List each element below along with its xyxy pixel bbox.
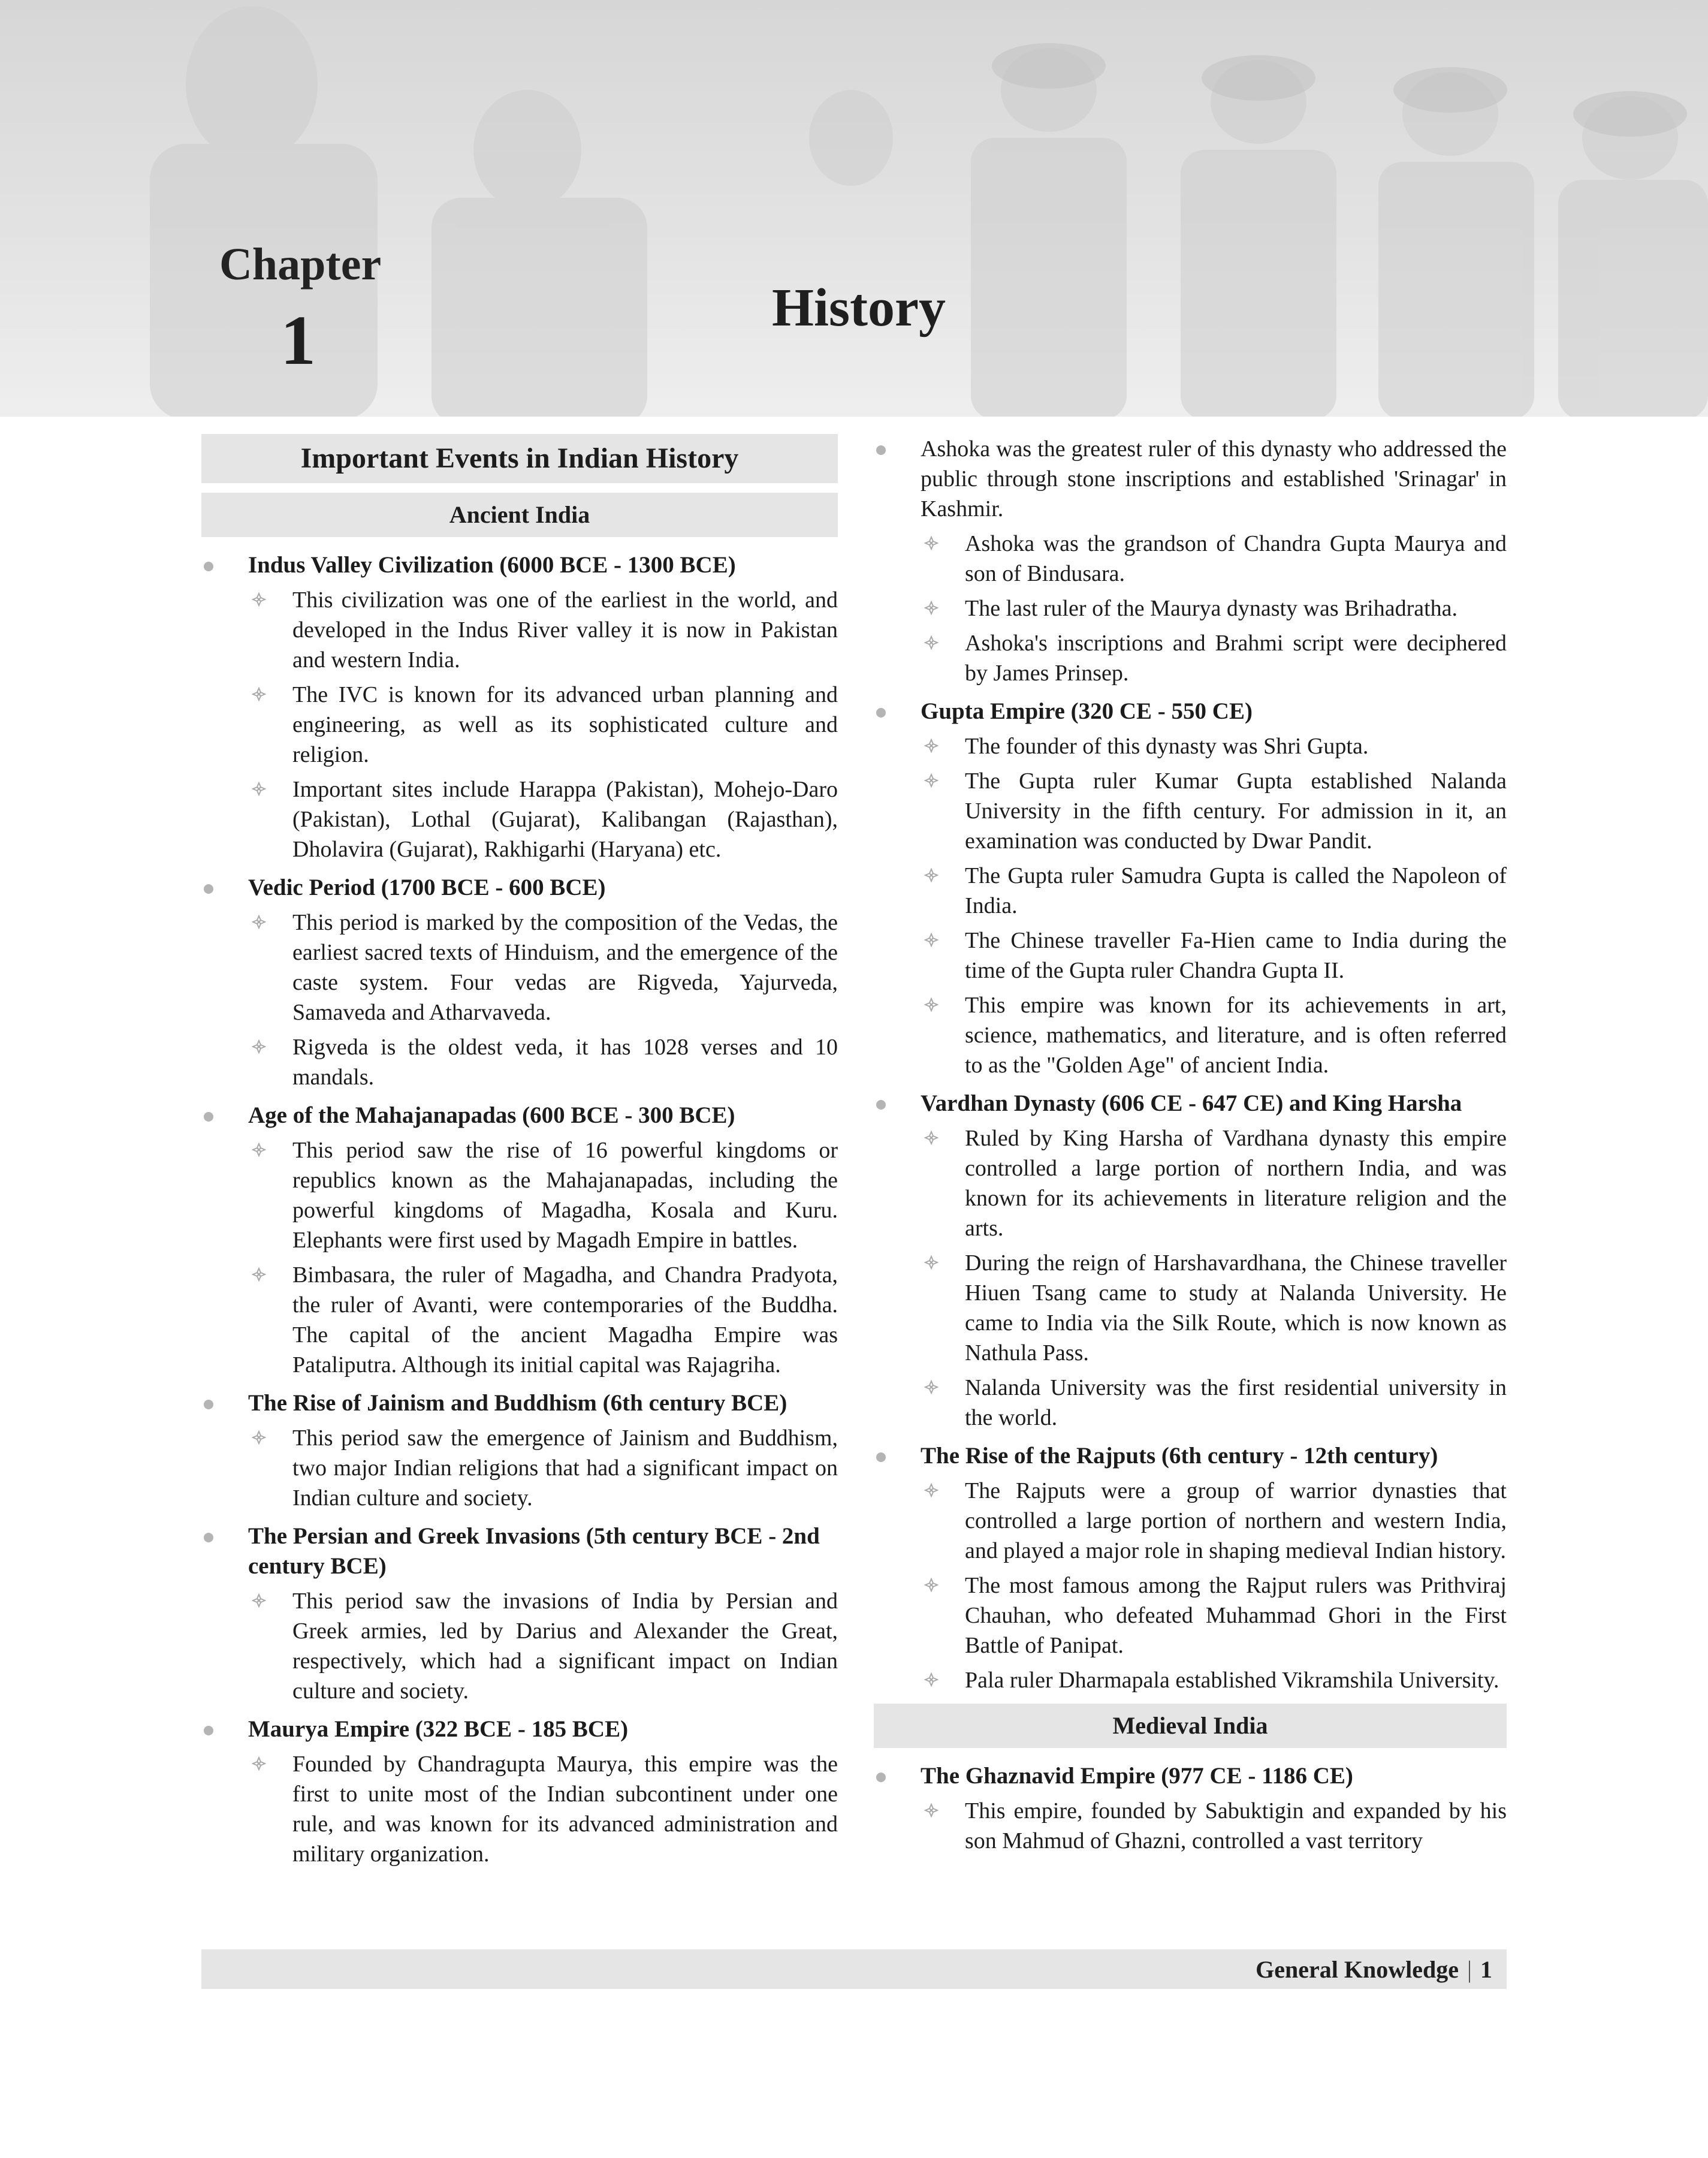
sub-point [921,529,1507,589]
left-section-list [201,550,838,1869]
sub-point [921,731,1507,761]
diamond-bullet-icon [252,1756,266,1771]
sub-point [248,1423,838,1513]
sub-point-text: The founder of this dynasty was Shri Gupta. [965,734,1369,759]
diamond-bullet-icon [924,773,939,788]
diamond-bullet-icon [924,1483,939,1497]
sub-point-text: Nalanda University was the first residential university in the world. [965,1375,1507,1430]
bullet-icon [204,884,213,894]
sub-point [921,1571,1507,1660]
intro-block [874,434,1507,688]
history-section [201,1388,838,1513]
section-title: Vardhan Dynasty (606 CE - 647 CE) and King Harsha [921,1090,1462,1116]
banner-photo [0,0,1708,417]
sub-point-text: Rigveda is the oldest veda, it has 1028 verses and 10 mandals. [292,1035,838,1090]
diamond-bullet-icon [924,933,939,947]
sub-point-text: The IVC is known for its advanced urban planning and engineering, as well as its sophisticated culture and religion. [292,682,838,767]
diamond-bullet-icon [924,868,939,882]
sub-point-text: This period saw the rise of 16 powerful kingdoms or republics known as the Mahajanapadas, including the powerful kingdoms of Magadha, Kosala and Kuru. Elephants were first used by Magadh Empire in battles. [292,1138,838,1253]
section-title: The Rise of the Rajputs (6th century - 12th century) [921,1443,1438,1469]
section-title: Indus Valley Civilization (6000 BCE - 1300 BCE) [248,552,736,578]
chapter-label: Chapter [219,239,382,290]
diamond-bullet-icon [924,635,939,650]
sub-point [921,628,1507,688]
sub-point-text: Pala ruler Dharmapala established Vikramshila University. [965,1668,1499,1693]
right-section-list-medieval [874,1761,1507,1856]
history-section [201,1521,838,1706]
sub-point [921,1796,1507,1856]
diamond-bullet-icon [924,601,939,615]
subsection-heading-medieval: Medieval India [874,1704,1507,1748]
sub-point-text: Ashoka was the grandson of Chandra Gupta Maurya and son of Bindusara. [965,531,1507,586]
sub-point-text: This empire was known for its achievements in art, science, mathematics, and literature, and is often referred to as the "Golden Age" of ancient India. [965,993,1507,1078]
history-section [201,873,838,1092]
section-title: Age of the Mahajanapadas (600 BCE - 300 BCE) [248,1102,735,1128]
sub-point-text: Important sites include Harappa (Pakistan), Mohejo-Daro (Pakistan), Lothal (Gujarat), Kalibangan (Rajasthan), Dholavira (Gujarat), Rakhigarhi (Haryana) etc. [292,777,838,862]
footer-separator: | [1466,1956,1472,1983]
chapter-title: History [772,278,946,337]
footer-text [1256,1955,1492,1984]
sub-point [248,1749,838,1869]
sub-point [921,861,1507,921]
diamond-bullet-icon [252,687,266,701]
sub-point-text: This empire, founded by Sabuktigin and expanded by his son Mahmud of Ghazni, controlled a vast territory [965,1798,1507,1853]
diamond-bullet-icon [252,1039,266,1054]
diamond-bullet-icon [924,997,939,1012]
section-title: Maurya Empire (322 BCE - 185 BCE) [248,1716,629,1742]
section-title: Gupta Empire (320 CE - 550 CE) [921,698,1253,724]
sub-point-text: This civilization was one of the earliest in the world, and developed in the Indus River valley it is now in Pakistan and western India. [292,587,838,673]
sub-point [921,1123,1507,1243]
chapter-number: 1 [280,301,316,379]
sub-point [248,1135,838,1255]
sub-point-text: Founded by Chandragupta Maurya, this empire was the first to unite most of the Indian subcontinent under one rule, and was known for its advanced administration and military organization. [292,1752,838,1867]
history-section [201,1714,838,1869]
sub-point [921,1665,1507,1695]
sub-point-text: The Rajputs were a group of warrior dynasties that controlled a large portion of northern and western India, and played a major role in shaping medieval Indian history. [965,1478,1507,1563]
history-section [874,1441,1507,1695]
sub-point [921,1373,1507,1433]
page-footer [201,1949,1507,1989]
sub-point [248,774,838,864]
diamond-bullet-icon [252,1267,266,1282]
sub-point-text: The last ruler of the Maurya dynasty was Brihadratha. [965,596,1458,621]
section-heading: Important Events in Indian History [201,434,838,483]
sub-point [248,680,838,770]
sub-point-text: The Gupta ruler Samudra Gupta is called the Napoleon of India. [965,863,1507,918]
diamond-bullet-icon [252,1430,266,1445]
sub-point-text: Bimbasara, the ruler of Magadha, and Chandra Pradyota, the ruler of Avanti, were contemporaries of the Buddha. The capital of the ancient Magadha Empire was Pataliputra. Although its initial capital was Rajagriha. [292,1262,838,1378]
diamond-bullet-icon [924,1131,939,1145]
page-number: 1 [1480,1956,1492,1983]
sub-point-text: This period saw the emergence of Jainism and Buddhism, two major Indian religions that had a significant impact on Indian culture and society. [292,1425,838,1511]
diamond-bullet-icon [924,536,939,550]
intro-text: Ashoka was the greatest ruler of this dynasty who addressed the public through stone inscriptions and established 'Srinagar' in Kashmir. [921,436,1507,522]
diamond-bullet-icon [252,592,266,607]
section-title: The Rise of Jainism and Buddhism (6th century BCE) [248,1390,787,1416]
history-section [874,697,1507,1080]
bullet-icon [204,1533,213,1542]
diamond-bullet-icon [924,739,939,753]
history-section [201,1101,838,1380]
diamond-bullet-icon [924,1255,939,1270]
bullet-icon [204,1400,213,1409]
sub-point-text: The Gupta ruler Kumar Gupta established Nalanda University in the fifth century. For admission in it, an examination was conducted by Dwar Pandit. [965,768,1507,854]
diamond-bullet-icon [252,1143,266,1157]
left-column [201,434,838,1877]
history-section [874,1089,1507,1433]
bullet-icon [876,445,886,455]
sub-point [921,1476,1507,1566]
history-section [874,1761,1507,1856]
chapter-banner [0,0,1708,417]
sub-point [248,1032,838,1092]
history-section [201,550,838,864]
bullet-icon [204,1112,213,1122]
section-title: The Persian and Greek Invasions (5th century BCE - 2nd century BCE) [248,1523,820,1579]
bullet-icon [204,1726,213,1735]
diamond-bullet-icon [924,1672,939,1687]
diamond-bullet-icon [252,782,266,796]
sub-point-text: Ashoka's inscriptions and Brahmi script were deciphered by James Prinsep. [965,631,1507,686]
sub-point [921,926,1507,985]
right-section-list [874,697,1507,1695]
sub-point-text: During the reign of Harshavardhana, the Chinese traveller Hiuen Tsang came to study at Nalanda University. He came to India via the Silk Route, which is now known as Nathula Pass. [965,1250,1507,1366]
bullet-icon [204,562,213,571]
subsection-heading: Ancient India [201,493,838,537]
sub-point [248,585,838,675]
sub-point [921,990,1507,1080]
bullet-icon [876,1452,886,1462]
bullet-icon [876,1773,886,1782]
diamond-bullet-icon [252,915,266,929]
section-title: Vedic Period (1700 BCE - 600 BCE) [248,875,606,900]
footer-book-title: General Knowledge [1256,1956,1459,1983]
sub-point-text: This period saw the invasions of India by Persian and Greek armies, led by Darius and Alexander the Great, respectively, which had a significant impact on Indian culture and society. [292,1589,838,1704]
section-title: The Ghaznavid Empire (977 CE - 1186 CE) [921,1763,1353,1789]
sub-point [921,1248,1507,1368]
intro-point-list [921,529,1507,688]
diamond-bullet-icon [924,1803,939,1818]
bullet-icon [876,1100,886,1110]
diamond-bullet-icon [924,1578,939,1592]
sub-point [248,908,838,1027]
right-column [874,434,1507,1864]
sub-point-text: This period is marked by the composition of the Vedas, the earliest sacred texts of Hinduism, and the emergence of the caste system. Four vedas are Rigveda, Yajurveda, Samaveda and Atharvaveda. [292,910,838,1025]
bullet-icon [876,708,886,718]
diamond-bullet-icon [252,1593,266,1608]
diamond-bullet-icon [924,1380,939,1394]
sub-point [921,766,1507,856]
sub-point [248,1260,838,1380]
sub-point-text: The Chinese traveller Fa-Hien came to India during the time of the Gupta ruler Chandra Gupta II. [965,928,1507,983]
sub-point [248,1586,838,1706]
sub-point-text: Ruled by King Harsha of Vardhana dynasty this empire controlled a large portion of northern India, and was known for its achievements in literature religion and the arts. [965,1126,1507,1241]
sub-point [921,593,1507,623]
sub-point-text: The most famous among the Rajput rulers was Prithviraj Chauhan, who defeated Muhammad Ghori in the First Battle of Panipat. [965,1573,1507,1658]
